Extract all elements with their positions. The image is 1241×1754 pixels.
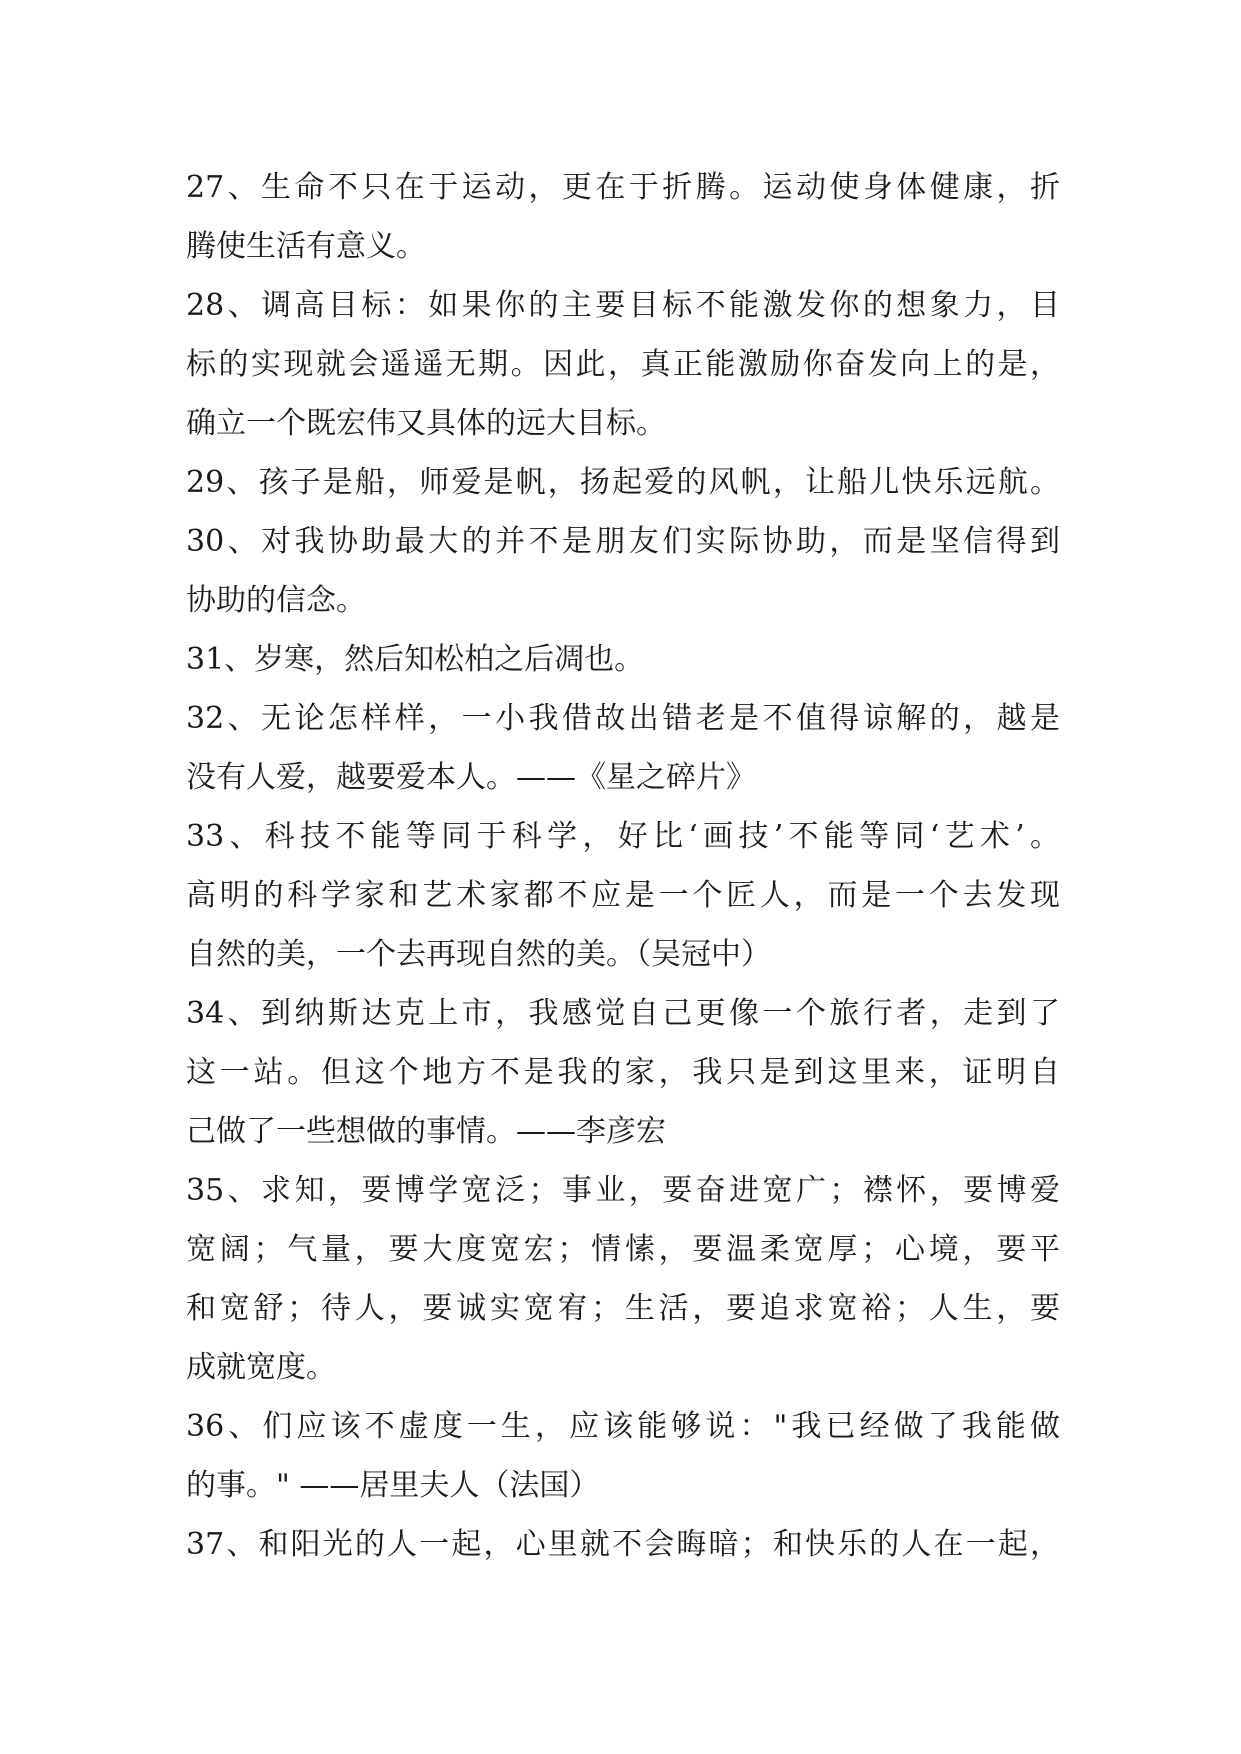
text-line: 宽阔；气量，要大度宽宏；情愫，要温柔宽厚；心境，要平 [186,1232,1060,1267]
text-line: 和宽舒；待人，要诚实宽宥；生活，要追求宽裕；人生，要 [186,1291,1060,1326]
text-line: 29、孩子是船，师爱是帆，扬起爱的风帆，让船儿快乐远航。 [186,465,1060,500]
text-line: 34、到纳斯达克上市，我感觉自己更像一个旅行者，走到了 [186,996,1060,1031]
text-line: 35、求知，要博学宽泛；事业，要奋进宽广；襟怀，要博爱 [186,1173,1060,1208]
text-line: 高明的科学家和艺术家都不应是一个匠人，而是一个去发现 [186,878,1060,913]
text-line: 没有人爱，越要爱本人。——《星之碎片》 [186,760,756,795]
text-line: 标的实现就会遥遥无期。因此，真正能激励你奋发向上的是， [186,347,1060,382]
text-line: 这一站。但这个地方不是我的家，我只是到这里来，证明自 [186,1055,1060,1090]
text-line: 的事。" ——居里夫人（法国） [186,1468,600,1503]
document-body [186,158,1060,1574]
text-line: 28、调高目标：如果你的主要目标不能激发你的想象力，目 [186,288,1060,323]
text-line: 32、无论怎样样，一小我借故出错老是不值得谅解的，越是 [186,701,1060,736]
text-line: 31、岁寒，然后知松柏之后凋也。 [186,642,645,677]
text-line: 协助的信念。 [186,583,366,618]
text-line: 成就宽度。 [186,1350,336,1385]
text-line: 30、对我协助最大的并不是朋友们实际协助，而是坚信得到 [186,524,1060,559]
text-line: 27、生命不只在于运动，更在于折腾。运动使身体健康，折 [186,170,1060,205]
text-line: 确立一个既宏伟又具体的远大目标。 [186,406,666,441]
text-line: 己做了一些想做的事情。——李彦宏 [186,1114,666,1149]
text-line: 腾使生活有意义。 [186,229,426,264]
text-line: 37、和阳光的人一起，心里就不会晦暗；和快乐的人在一起， [186,1527,1060,1562]
text-line: 自然的美，一个去再现自然的美。（吴冠中） [186,937,771,972]
text-line: 36、们应该不虚度一生，应该能够说："我已经做了我能做 [186,1409,1060,1444]
text-line: 33、科技不能等同于科学，好比‘画技’不能等同‘艺术’。 [186,819,1060,854]
